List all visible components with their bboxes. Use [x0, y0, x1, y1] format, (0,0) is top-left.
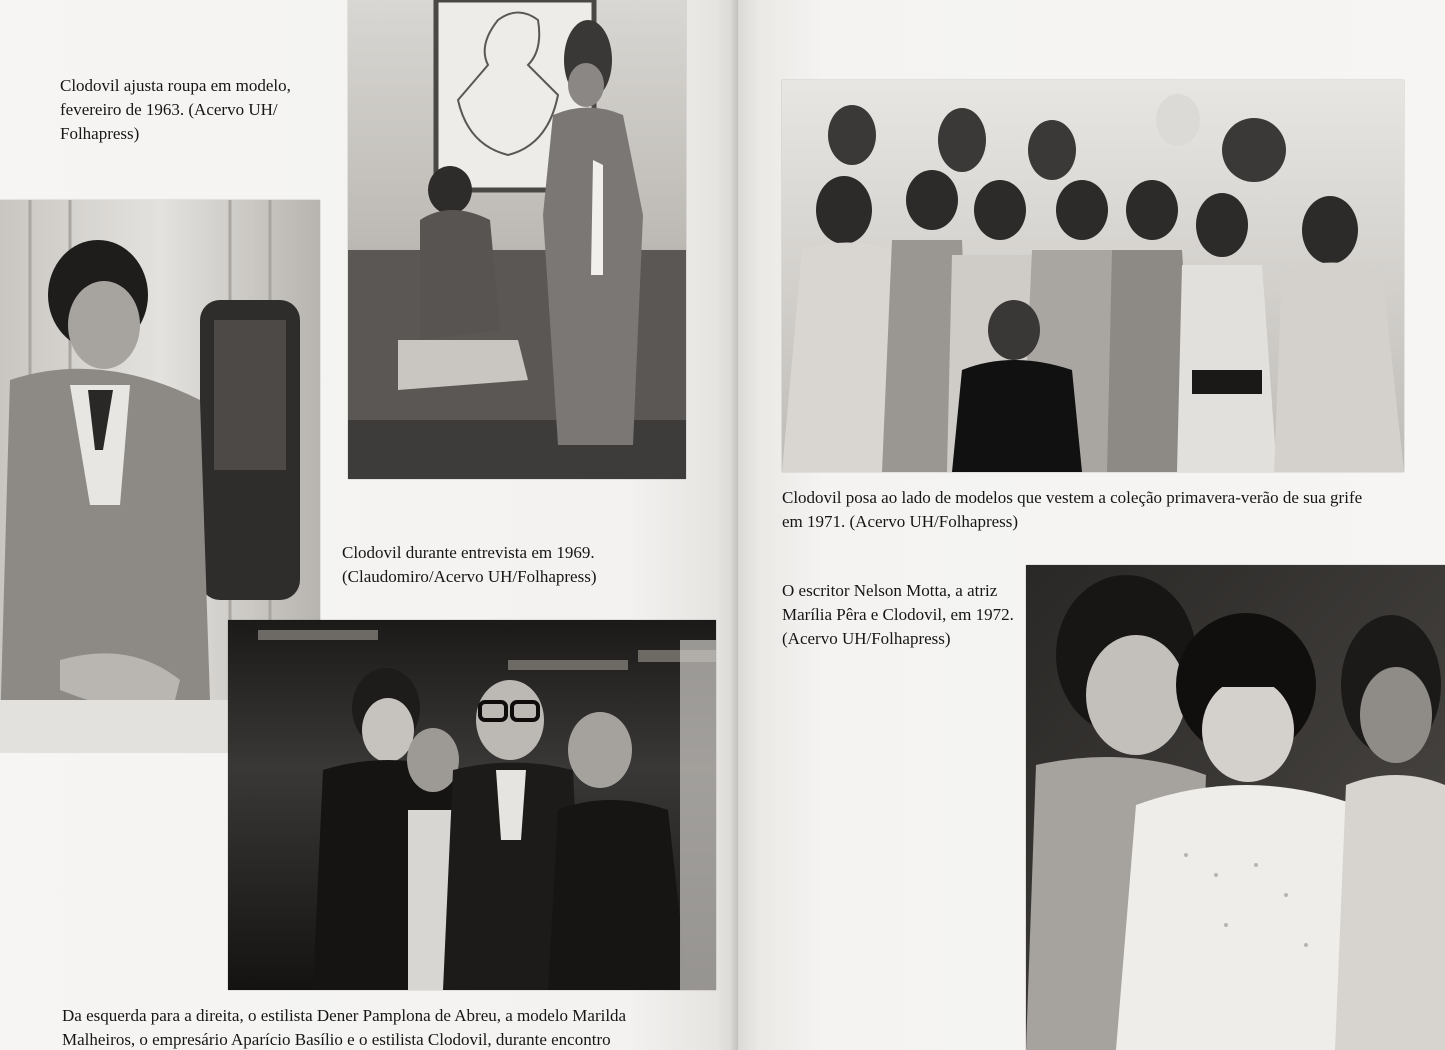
photo-motta-pera-clodovil-1972 [1026, 565, 1445, 1050]
photo-fitting-1963 [348, 0, 686, 479]
caption-group-encounter: Da esquerda para a direita, o estilista Dener Pamplona de Abreu, a modelo Marilda Malheiros, o empresário Aparício Basílio e o estilista Clodovil, durante encontro [62, 1006, 627, 1049]
photo-models-collection-1971 [782, 80, 1404, 472]
caption-fitting-1963: Clodovil ajusta roupa em modelo, fevereiro de 1963. (Acervo UH/ Folhapress) [60, 76, 291, 143]
caption-models-collection-1971: Clodovil posa ao lado de modelos que vestem a coleção primavera-verão de sua grife em 1971. (Acervo UH/Folhapress) [782, 488, 1363, 531]
caption-interview-1969: Clodovil durante entrevista em 1969. (Claudomiro/Acervo UH/Folhapress) [342, 543, 597, 586]
caption-motta-pera-1972: O escritor Nelson Motta, a atriz Marília Pêra e Clodovil, em 1972. (Acervo UH/Folhapress) [782, 581, 1014, 648]
right-page [738, 0, 1445, 1050]
photo-group-encounter [228, 620, 716, 990]
